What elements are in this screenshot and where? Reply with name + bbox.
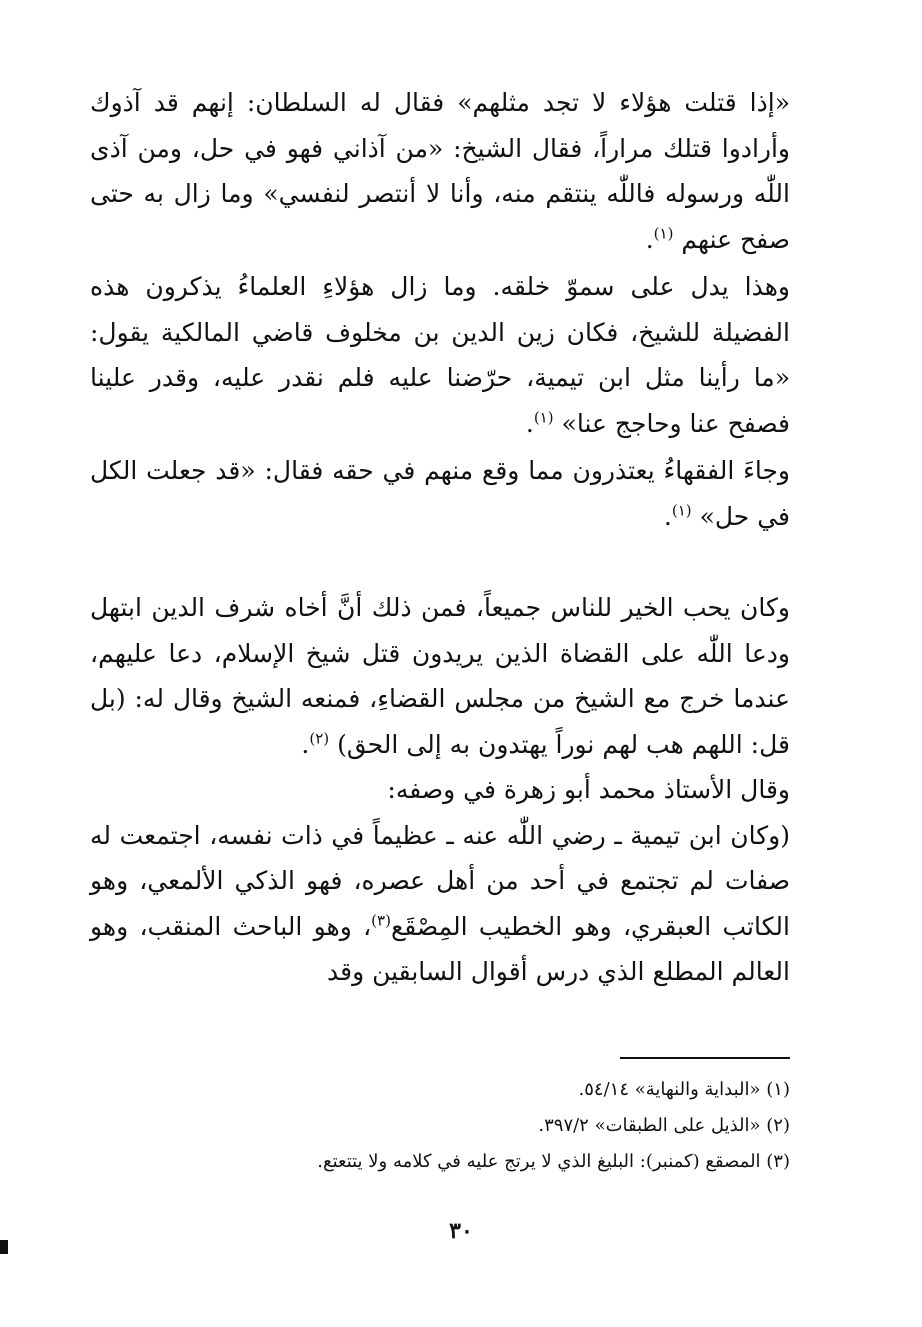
paragraph-4-end: . <box>301 729 310 759</box>
footnote-3: (٣) المصقع (كمنبر): البليغ الذي لا يرتج عليه في كلامه ولا يتتعتع. <box>317 1151 790 1172</box>
footnote-1: (١) «البداية والنهاية» ٥٤/١٤. <box>578 1079 790 1100</box>
footnote-ref-3: (١) <box>671 501 692 520</box>
page-body <box>90 80 790 995</box>
footnote-ref-1: (١) <box>653 224 674 243</box>
paragraph-3-end: . <box>663 501 672 531</box>
paragraph-6 <box>90 813 790 995</box>
paragraph-1-text: «إذا قتلت هؤلاء لا تجد مثلهم» فقال له السلطان: إنهم قد آذوك وأرادوا قتلك مراراً، فقال الشيخ: «من آذاني فهو في حل، ومن آذى اللّٰه ورسوله فاللّٰه ينتقم منه، وأنا لا أنتصر لنفسي» وما زال به حتى صفح عنهم <box>90 88 790 254</box>
footnote-ref-5: (٣) <box>371 911 391 930</box>
paragraph-1 <box>90 80 790 262</box>
paragraph-5 <box>90 767 790 813</box>
footnote-divider <box>620 1057 790 1059</box>
footnotes <box>240 1072 790 1180</box>
paragraph-2-end: . <box>525 408 534 438</box>
scan-edge-mark <box>0 1240 8 1254</box>
paragraph-5-text: وقال الأستاذ محمد أبو زهرة في وصفه: <box>387 775 790 804</box>
paragraph-4-text: وكان يحب الخير للناس جميعاً، فمن ذلك أنَّ أخاه شرف الدين ابتهل ودعا اللّٰه على القضاة الذين يريدون قتل شيخ الإسلام، دعا عليهم، عندما خرج مع الشيخ من مجلس القضاءِ، فمنعه الشيخ وقال له: (بل قل: اللهم هب لهم نوراً يهتدون به إلى الحق) <box>90 593 790 759</box>
paragraph-1-end: . <box>645 224 654 254</box>
footnote-ref-4: (٢) <box>309 729 330 748</box>
paragraph-3 <box>90 448 790 539</box>
footnote-ref-2: (١) <box>533 408 554 427</box>
paragraph-2-text: وهذا يدل على سموّ خلقه. وما زال هؤلاءِ العلماءُ يذكرون هذه الفضيلة للشيخ، فكان زين الدين بن مخلوف قاضي المالكية يقول: «ما رأينا مثل ابن تيمية، حرّضنا عليه فلم نقدر عليه، وقدر علينا فصفح عنا وحاجج عنا» <box>90 272 790 438</box>
paragraph-4 <box>90 585 790 767</box>
page-number: ٣٠ <box>449 1218 473 1244</box>
paragraph-6-text: (وكان ابن تيمية ـ رضي اللّٰه عنه ـ عظيماً في ذات نفسه، اجتمعت له صفات لم تجتمع في أحد من أهل عصره، فهو الذكي الألمعي، وهو الكاتب العبقري، وهو الخطيب المِصْقَع <box>90 820 790 941</box>
paragraph-2 <box>90 264 790 446</box>
footnote-2: (٢) «الذيل على الطبقات» ٣٩٧/٢. <box>538 1115 790 1136</box>
paragraph-6-end: ، وهو الباحث المنقب، وهو العالم المطلع الذي درس أقوال السابقين وقد <box>90 911 790 986</box>
paragraph-3-text: وجاءَ الفقهاءُ يعتذرون مما وقع منهم في حقه فقال: «قد جعلت الكل في حل» <box>90 456 790 531</box>
